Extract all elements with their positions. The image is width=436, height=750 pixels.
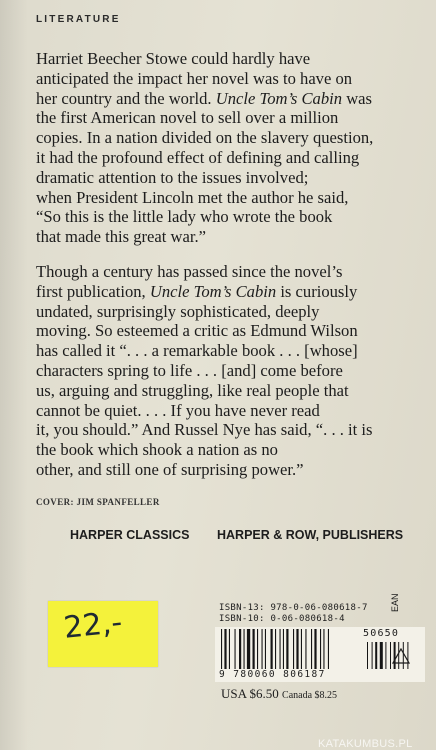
series-imprint: HARPER CLASSICS (70, 528, 190, 542)
text-segment: has called it “. . . a remarkable book . . . [whose] (36, 341, 358, 361)
text-segment: Harriet Beecher Stowe could hardly have (36, 49, 311, 68)
barcode-bar (257, 629, 258, 669)
paragraph2-line (36, 440, 416, 460)
text-segment: us, arguing and struggling, like real people that (36, 380, 349, 400)
text-segment: copies. In a nation divided on the slavery question, (36, 128, 374, 148)
text-segment: “So this is the little lady who wrote the book (36, 207, 333, 227)
paragraph1-line (36, 188, 416, 208)
paragraph2-line (36, 321, 416, 341)
usa-price: USA $6.50 (221, 686, 279, 701)
barcode-bar (224, 629, 226, 669)
cover-credit: COVER: JIM SPANFELLER (36, 497, 160, 507)
barcode-addon-bar (372, 642, 373, 669)
barcode-bar (271, 629, 273, 669)
barcode-bar (328, 629, 329, 669)
text-segment: the first American novel to sell over a million (36, 108, 339, 128)
text-segment: her country and the world. (36, 88, 216, 108)
barcode-bar (221, 629, 222, 669)
triangle-icon (392, 648, 410, 664)
paragraph2-line (36, 381, 416, 401)
paragraph2-line (36, 460, 416, 480)
paragraph2-line (36, 282, 416, 302)
barcode-bar (265, 629, 266, 669)
barcode-bar (280, 629, 281, 669)
handwritten-price: 22,- (62, 604, 124, 646)
barcode-bar (283, 629, 284, 669)
text-segment: Though a century has passed since the novel’s (36, 262, 343, 281)
paragraph1-line (36, 168, 416, 188)
barcode-addon-number: 50650 (363, 628, 400, 639)
price-sticker (48, 601, 158, 667)
barcode-bar (253, 629, 255, 669)
barcode-bar (239, 629, 241, 669)
barcode-bar (275, 629, 276, 669)
paragraph2-line (36, 420, 416, 440)
paragraph2-line (36, 262, 416, 282)
text-segment: moving. So esteemed a critic as Edmund Wilson (36, 321, 358, 341)
paragraph1-line (36, 128, 416, 148)
publisher-imprint: HARPER & ROW, PUBLISHERS (217, 528, 404, 542)
barcode-addon-bar (367, 642, 368, 669)
text-segment: characters spring to life . . . [and] come before (36, 360, 343, 380)
barcode-digits: 9 780060 806187 (219, 669, 326, 680)
paragraph1-line (36, 89, 416, 109)
paragraph2-line (36, 401, 416, 421)
barcode-bar (296, 629, 298, 669)
barcode-bar (229, 629, 230, 669)
description-paragraph-2 (36, 262, 416, 480)
ean-label: EAN (390, 593, 400, 612)
barcode-bar (323, 629, 324, 669)
description-paragraph-1 (36, 49, 416, 247)
isbn10-text: ISBN-10: 0-06-080618-4 (219, 614, 345, 624)
text-segment: was (342, 88, 373, 108)
text-segment: first publication, (36, 281, 150, 301)
paragraph2-line (36, 302, 416, 322)
site-watermark: KATAKUMBUS.PL (318, 738, 413, 750)
text-segment: it had the profound effect of defining and calling (36, 147, 360, 167)
text-segment: it, you should.” And Russel Nye has said, “. . . it is (36, 420, 373, 440)
text-segment: undated, surprisingly sophisticated, deeply (36, 301, 320, 321)
paragraph1-line (36, 227, 416, 247)
barcode-bar (311, 629, 312, 669)
barcode-bar (314, 629, 316, 669)
barcode-bar (262, 629, 263, 669)
paragraph1-line (36, 207, 416, 227)
barcode-addon-bar (375, 642, 377, 669)
barcode-bar (244, 629, 245, 669)
barcode-bar (293, 629, 294, 669)
text-segment: that made this great war.” (36, 227, 207, 247)
barcode-bar (305, 629, 306, 669)
barcode-bar (235, 629, 236, 669)
barcode-bar (301, 629, 302, 669)
paragraph2-line (36, 341, 416, 361)
book-title: Uncle Tom’s Cabin (149, 281, 277, 301)
spine-shadow (0, 0, 28, 750)
barcode-addon-bar (390, 642, 391, 669)
text-segment: is curiously (276, 281, 358, 301)
paragraph1-line (36, 148, 416, 168)
barcode-bar (247, 629, 250, 669)
text-segment: when President Lincoln met the author he said, (36, 187, 349, 207)
text-segment: anticipated the impact her novel was to have on (36, 68, 353, 88)
barcode-addon-bar (380, 642, 383, 669)
text-segment: other, and still one of surprising power.” (36, 459, 304, 479)
isbn13-text: ISBN-13: 978-0-06-080618-7 (219, 603, 368, 613)
text-segment: dramatic attention to the issues involved; (36, 167, 309, 187)
barcode-bar (320, 629, 321, 669)
text-segment: cannot be quiet. . . . If you have never read (36, 400, 320, 420)
price-line (221, 686, 337, 702)
paragraph1-line (36, 69, 416, 89)
paragraph2-line (36, 361, 416, 381)
paragraph1-line (36, 49, 416, 69)
paragraph1-line (36, 108, 416, 128)
barcode-addon-bar (385, 642, 386, 669)
canada-price: Canada $8.25 (282, 690, 338, 701)
text-segment: the book which shook a nation as no (36, 440, 278, 460)
category-label: LITERATURE (36, 14, 121, 25)
barcode-bar (286, 629, 288, 669)
book-title: Uncle Tom’s Cabin (215, 88, 343, 108)
